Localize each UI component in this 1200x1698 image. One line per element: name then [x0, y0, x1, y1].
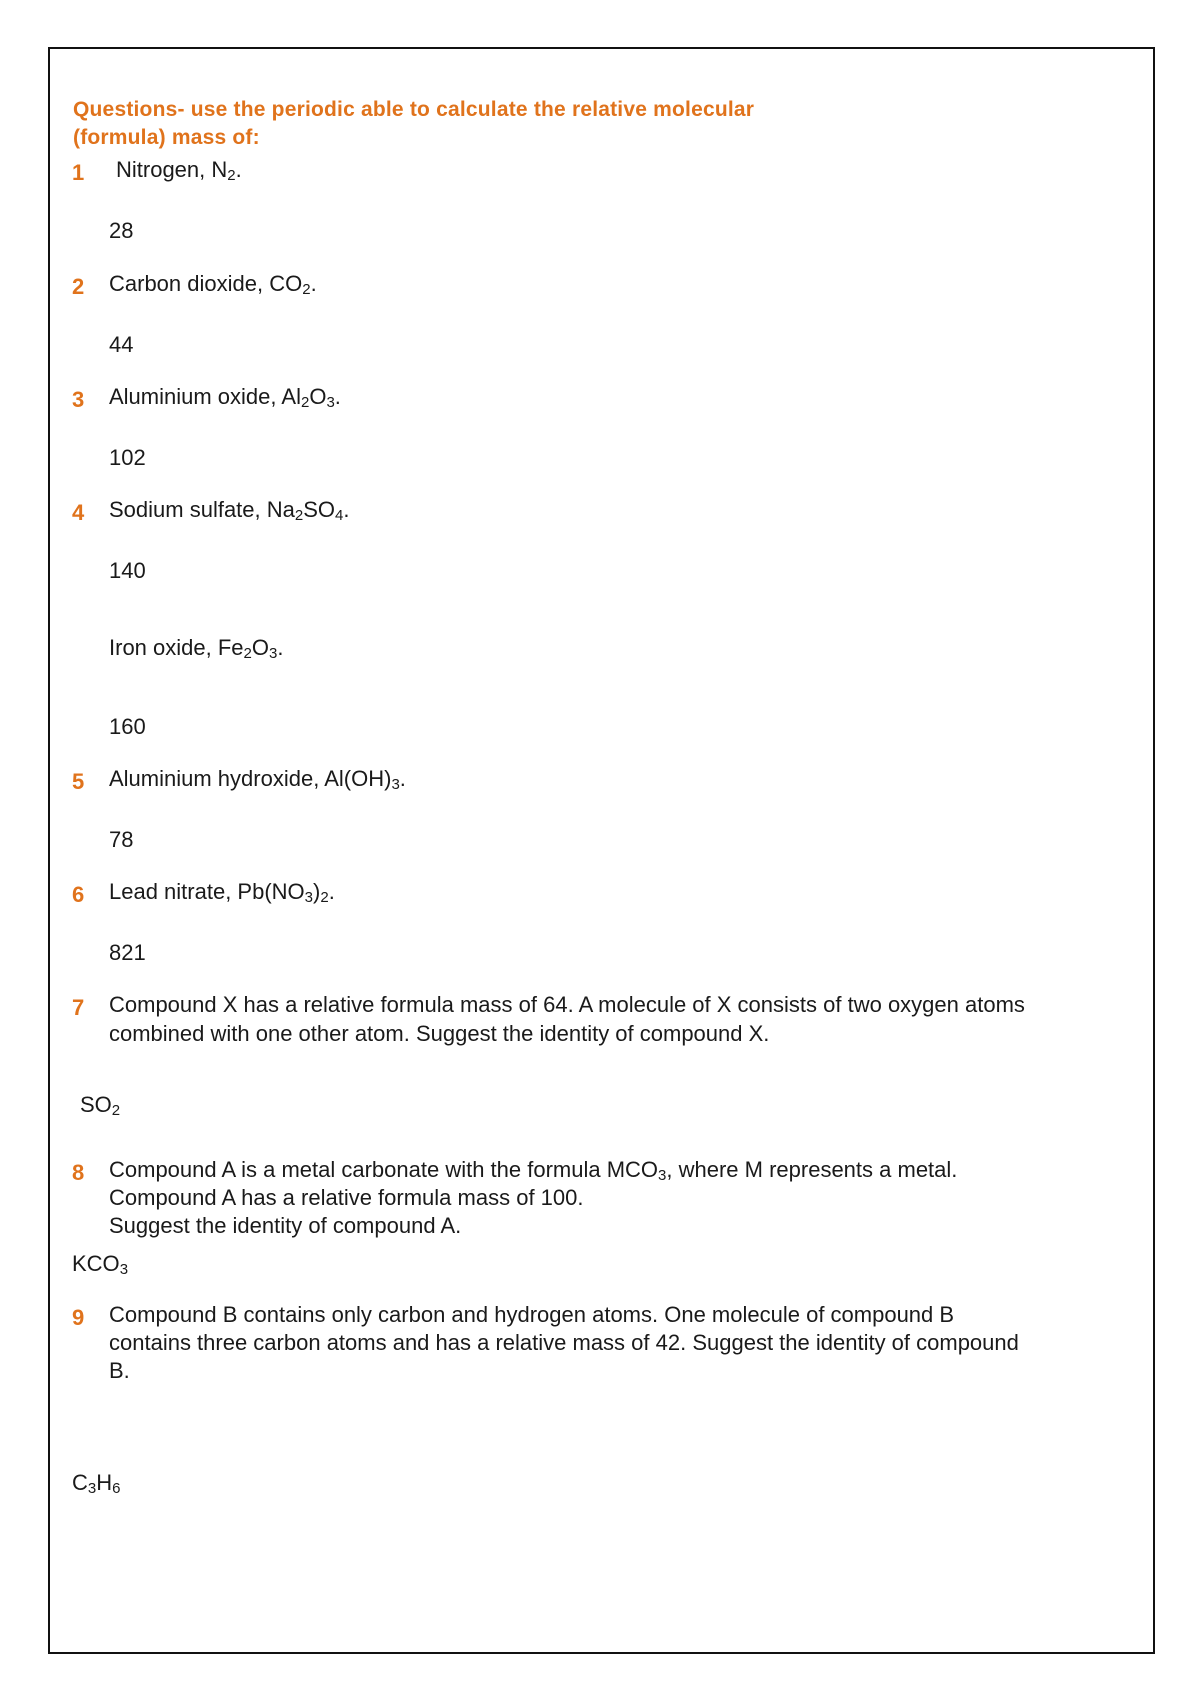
question-number: 8 [72, 1160, 85, 1185]
question-number: 7 [72, 995, 85, 1020]
answer-text: $C_3H_6$ [72, 1470, 121, 1497]
question-text-line3: Suggest the identity of compound A. [109, 1213, 462, 1238]
answer-text: $KCO_3$ [72, 1251, 129, 1278]
question-number: 6 [72, 882, 85, 907]
question-text: Iron oxide, $Fe_2O_3$. [109, 635, 284, 662]
question-text: Aluminium oxide, $Al_2O_3$. [109, 384, 341, 411]
question-text-line2: Compound A has a relative formula mass of 100. [109, 1185, 584, 1210]
question-number: 2 [72, 274, 85, 299]
answer-text: 102 [109, 445, 146, 470]
question-text-line1: Compound A is a metal carbonate with the formula $MCO_3$, where M represents a metal. [109, 1157, 958, 1184]
question-text-line1: Compound B contains only carbon and hydrogen atoms. One molecule of compound B [109, 1302, 955, 1327]
question-text-line1: Compound X has a relative formula mass of 64. A molecule of X consists of two oxygen atoms [109, 992, 1025, 1017]
question-number: 3 [72, 387, 85, 412]
answer-text: 160 [109, 714, 146, 739]
question-text-line2: contains three carbon atoms and has a relative mass of 42. Suggest the identity of compound [109, 1330, 1019, 1355]
question-number: 4 [72, 500, 85, 525]
question-text-line3: B. [109, 1358, 130, 1383]
answer-text: 821 [109, 940, 146, 965]
question-number: 9 [72, 1305, 85, 1330]
question-text: Aluminium hydroxide, $Al(OH)_3$. [109, 766, 406, 793]
question-text: Sodium sulfate, $Na_2SO_4$. [109, 497, 350, 524]
worksheet-heading-line2: (formula) mass of: [73, 126, 260, 149]
question-text: Lead nitrate, $Pb(NO_3)_2$. [109, 879, 335, 906]
question-text-line2: combined with one other atom. Suggest the identity of compound X. [109, 1021, 770, 1046]
answer-text: 78 [109, 827, 134, 852]
answer-text: 140 [109, 558, 146, 583]
answer-text: 28 [109, 218, 134, 243]
question-text: Carbon dioxide, $CO_2$. [109, 271, 317, 298]
answer-text: $SO_2$ [80, 1092, 121, 1119]
question-number: 1 [72, 160, 85, 185]
answer-text: 44 [109, 332, 134, 357]
question-text: Nitrogen, $N_2$. [116, 157, 242, 184]
question-number: 5 [72, 769, 85, 794]
worksheet-heading-line1: Questions- use the periodic able to calculate the relative molecular [73, 98, 755, 121]
